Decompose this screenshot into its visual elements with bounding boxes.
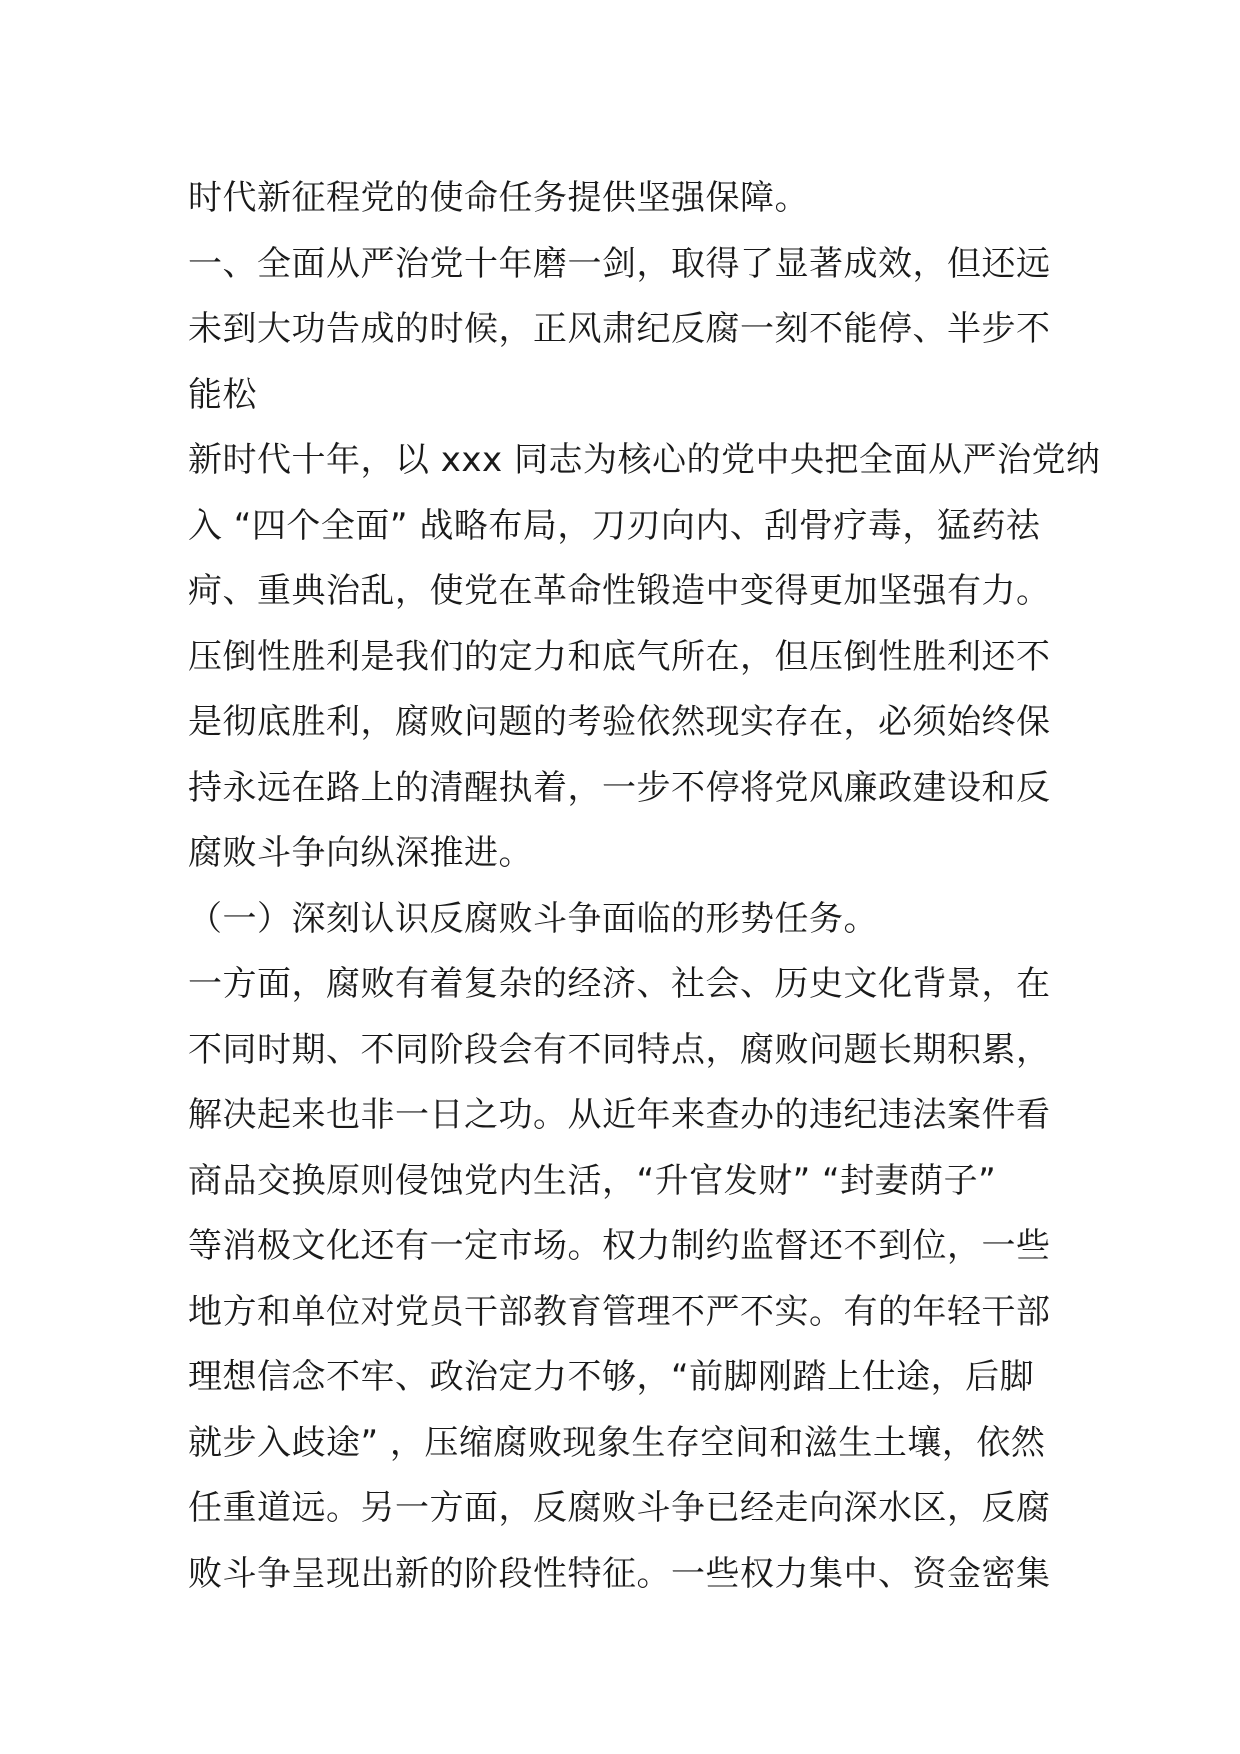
text-line: 解决起来也非一日之功。从近年来查办的违纪违法案件看 — [188, 1095, 1051, 1135]
text-line: 疴、重典治乱，使党在革命性锻造中变得更加坚强有力。 — [188, 571, 1051, 611]
text-line: 就步入歧途” ，压缩腐败现象生存空间和滋生土壤，依然 — [188, 1422, 1046, 1463]
text-line: 持永远在路上的清醒执着，一步不停将党风廉政建设和反 — [188, 767, 1051, 808]
text-line: 商品交换原则侵蚀党内生活，“升官发财” “封妻荫子” — [188, 1160, 997, 1201]
text-line: 理想信念不牢、政治定力不够，“前脚刚踏上仕途，后脚 — [188, 1357, 1035, 1397]
text-line: 时代新征程党的使命任务提供坚强保障。 — [188, 178, 809, 218]
text-line: 败斗争呈现出新的阶段性特征。一些权力集中、资金密集 — [188, 1553, 1051, 1594]
text-line: 不同时期、不同阶段会有不同特点，腐败问题长期积累， — [188, 1029, 1051, 1070]
document-body — [188, 166, 1101, 1607]
text-line: 新时代十年，以 xxx 同志为核心的党中央把全面从严治党纳 — [188, 440, 1101, 480]
subsection-heading-line: （一）深刻认识反腐败斗争面临的形势任务。 — [188, 898, 878, 939]
text-line: 地方和单位对党员干部教育管理不严不实。有的年轻干部 — [188, 1291, 1051, 1332]
text-line: 腐败斗争向纵深推进。 — [188, 833, 533, 873]
section-heading-line: 一、全面从严治党十年磨一剑，取得了显著成效，但还远 — [188, 243, 1051, 284]
text-line: 一方面，腐败有着复杂的经济、社会、历史文化背景，在 — [188, 964, 1051, 1004]
text-line: 入 “四个全面” 战略布局，刀刃向内、刮骨疗毒，猛药祛 — [188, 505, 1041, 546]
text-line: 任重道远。另一方面，反腐败斗争已经走向深水区，反腐 — [188, 1488, 1051, 1528]
text-line: 等消极文化还有一定市场。权力制约监督还不到位，一些 — [188, 1226, 1051, 1266]
section-heading-line: 能松 — [188, 374, 257, 415]
section-heading-line: 未到大功告成的时候，正风肃纪反腐一刻不能停、半步不 — [188, 309, 1051, 349]
text-line: 是彻底胜利，腐败问题的考验依然现实存在，必须始终保 — [188, 702, 1051, 742]
text-line: 压倒性胜利是我们的定力和底气所在，但压倒性胜利还不 — [188, 636, 1051, 677]
